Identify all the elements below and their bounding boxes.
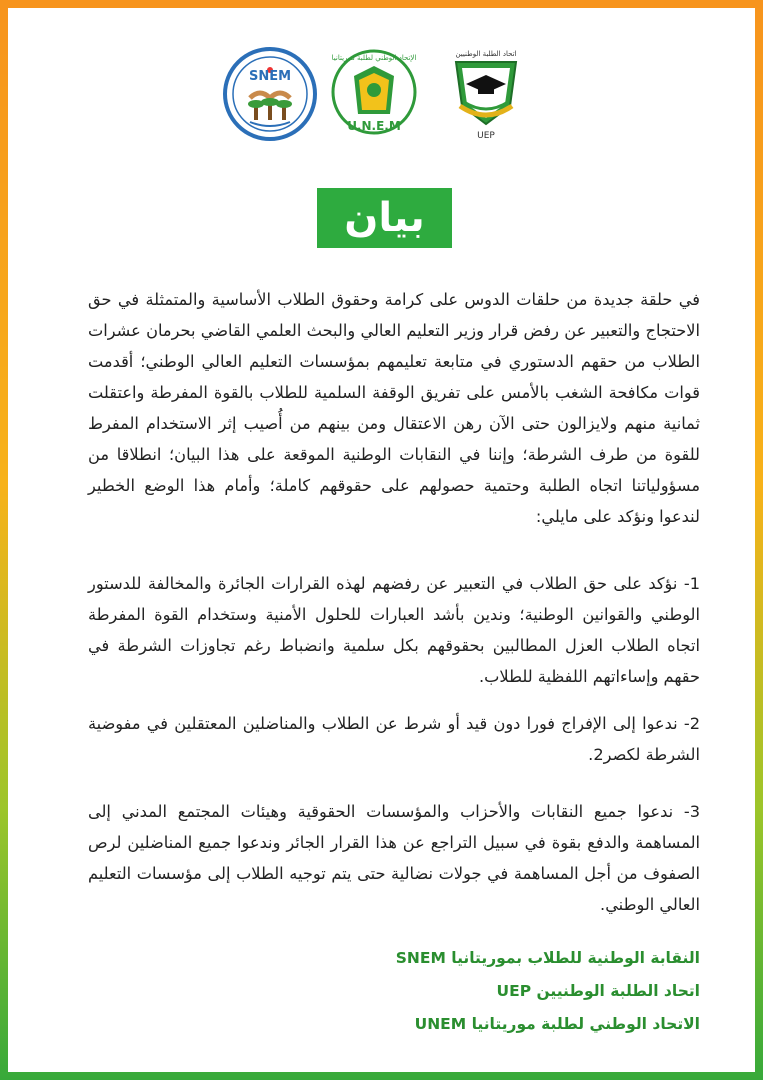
uep-logo bbox=[440, 44, 532, 142]
unem-logo-text: U.N.E.M bbox=[347, 119, 401, 133]
document-sheet bbox=[8, 8, 755, 1072]
snem-logo bbox=[222, 46, 318, 142]
point-3: 3- ندعوا جميع النقابات والأحزاب والمؤسسات الحقوقية وهيئات المجتمع المدني إلى المساهمة والدفع بقوة في سبيل التراجع عن هذا القرار الجائر وندعوا جميع المناضلين لرص الصفوف من أجل المساهمة في جولات نضالية حتى يتم توجيه الطلاب إلى مؤسسات التعليم العالي الوطني. bbox=[88, 802, 700, 914]
uep-logo-text: UEP bbox=[477, 131, 495, 141]
point-2: 2- ندعوا إلى الإفراج فورا دون قيد أو شرط عن الطلاب والمناضلين المعتقلين في مفوضية الشرطة لكصر2. bbox=[88, 714, 700, 764]
point-1: 1- نؤكد على حق الطلاب في التعبير عن رفضهم لهذه القرارات الجائرة والمخالفة للدستور الوطني والقوانين الوطنية؛ وندين بأشد العبارات للحلول الأمنية وستخدام القوة المفرطة اتجاه الطلاب العزل المطالبين بحقوقهم بكل سلمية وانضباط رغم تجاوزات الشرطة في حقهم وإساءاتهم اللفظية للطلاب. bbox=[88, 574, 700, 686]
signature-uep: اتحاد الطلبة الوطنيين UEP bbox=[496, 982, 700, 1000]
signature-snem: النقابة الوطنية للطلاب بموريتانيا SNEM bbox=[395, 949, 700, 967]
unem-logo bbox=[329, 46, 419, 142]
snem-logo-text: SNEM bbox=[248, 69, 292, 84]
logo-row bbox=[8, 44, 755, 144]
intro-paragraph: في حلقة جديدة من حلقات الدوس على كرامة وحقوق الطلاب الأساسية والمتمثلة في حق الاحتجاج والتعبير عن رفض قرار وزير التعليم العالي والبحث العلمي القاضي بحرمان عشرات الطلاب من حقهم الدستوري في متابعة تعليمهم بمؤسسات التعليم العالي الوطني؛ أقدمت قوات مكافحة الشغب بالأمس على تفريق الوقفة السلمية للطلاب بالقوة المفرطة واعتقلت ثمانية منهم ولايزالون حتى الآن رهن الاعتقال ومن بينهم من أُصيب إثر الاستخدام المفرط للقوة من طرف الشرطة؛ وإننا في النقابات الوطنية الموقعة على هذا البيان؛ انطلاقا من مسؤولياتنا اتجاه الطلبة وحتمية حصولهم على حقوقهم كاملة؛ وأمام هذا الوضع الخطير لندعوا ونؤكد على مايلي: bbox=[88, 290, 700, 526]
uep-logo-arc-text: اتحاد الطلبة الوطنيين bbox=[455, 50, 517, 58]
signature-block bbox=[88, 942, 700, 1041]
statement-title: بيان bbox=[317, 188, 452, 248]
unem-logo-arc-text: الإتحاد الوطني لطلبة موريتانيا bbox=[331, 54, 417, 62]
signature-unem: الاتحاد الوطني لطلبة موريتانيا UNEM bbox=[414, 1015, 700, 1033]
